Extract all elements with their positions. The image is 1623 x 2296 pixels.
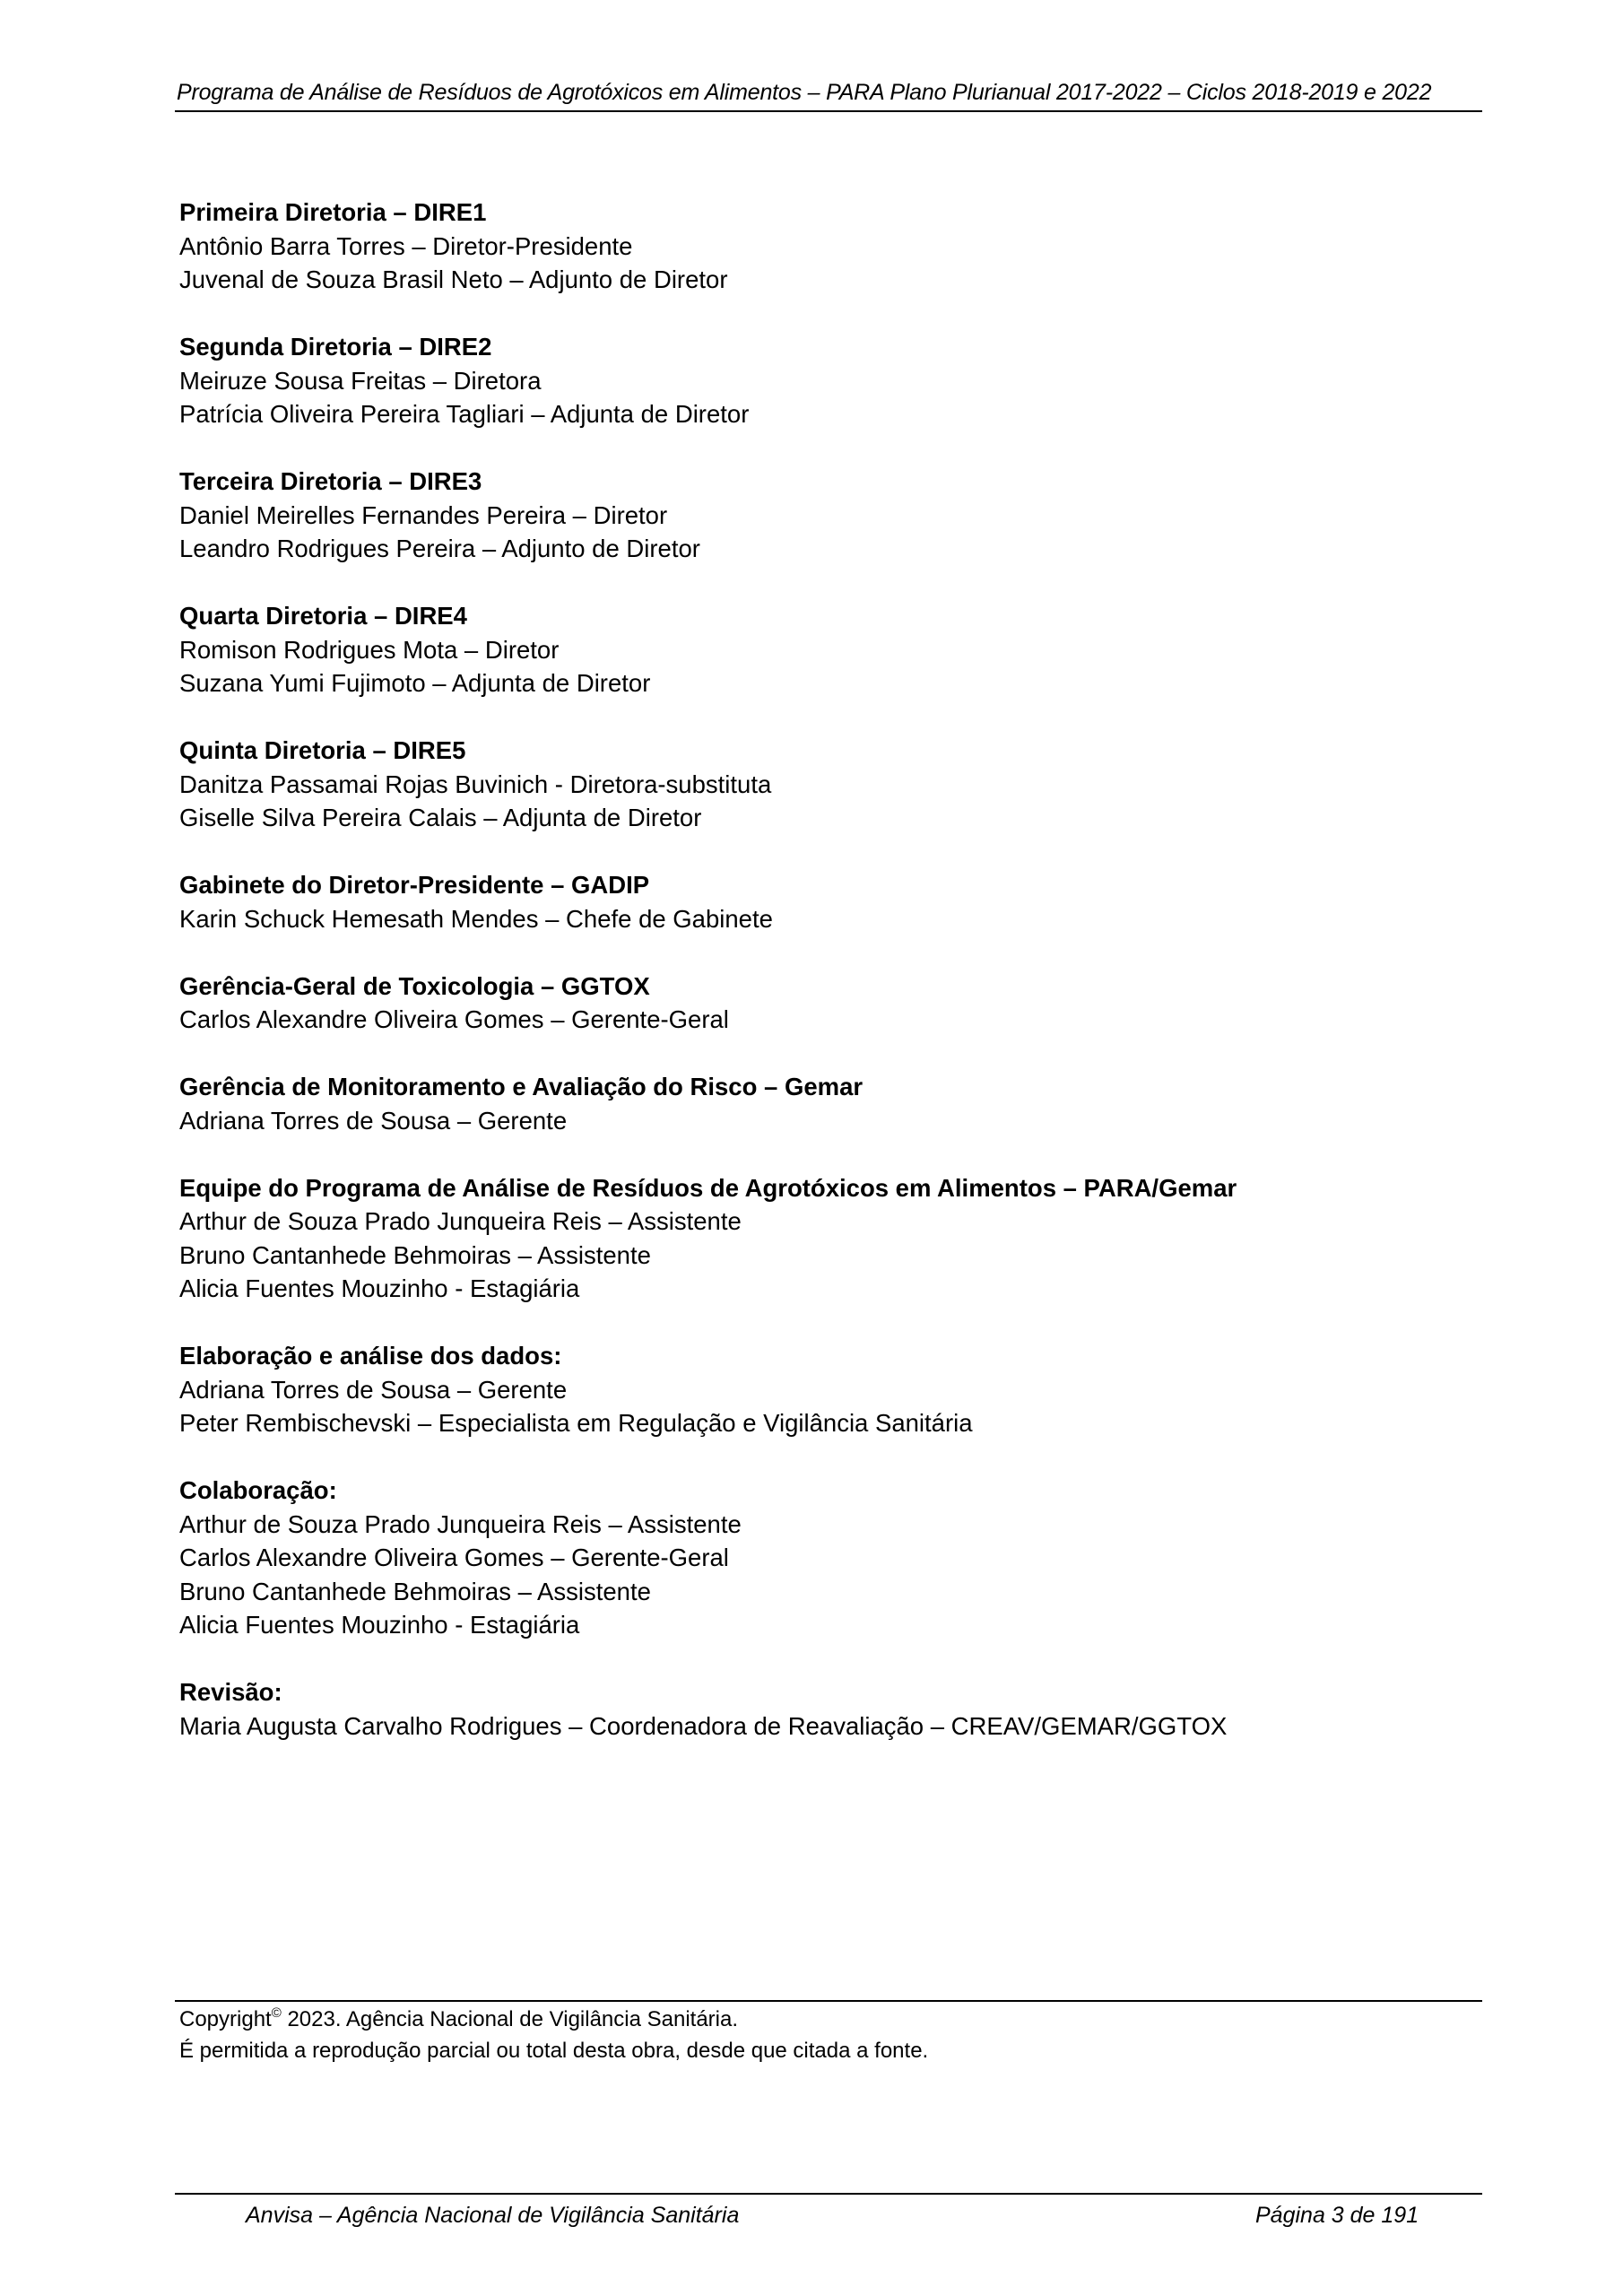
person-line: Peter Rembischevski – Especialista em Regulação e Vigilância Sanitária (179, 1409, 973, 1437)
person-line: Alicia Fuentes Mouzinho - Estagiária (179, 1274, 580, 1302)
copyright-symbol: © (271, 2005, 282, 2021)
person-line: Meiruze Sousa Freitas – Diretora (179, 366, 542, 395)
person-line: Daniel Meirelles Fernandes Pereira – Diretor (179, 500, 668, 529)
copyright-prefix: Copyright (179, 2007, 272, 2031)
section-title: Quinta Diretoria – DIRE5 (179, 736, 466, 764)
credit-section (179, 1171, 1471, 1306)
section-title: Primeira Diretoria – DIRE1 (179, 198, 487, 226)
credit-section (179, 330, 1471, 431)
section-title: Quarta Diretoria – DIRE4 (179, 602, 467, 630)
copyright-block (179, 2004, 1435, 2066)
person-line: Juvenal de Souza Brasil Neto – Adjunto de Diretor (179, 265, 728, 293)
person-line: Romison Rodrigues Mota – Diretor (179, 635, 560, 664)
section-title: Gerência-Geral de Toxicologia – GGTOX (179, 971, 650, 1000)
section-title: Terceira Diretoria – DIRE3 (179, 467, 482, 495)
person-line: Arthur de Souza Prado Junqueira Reis – Assistente (179, 1509, 742, 1538)
section-title: Segunda Diretoria – DIRE2 (179, 333, 492, 361)
copyright-divider (175, 2000, 1482, 2002)
person-line: Carlos Alexandre Oliveira Gomes – Gerente-Geral (179, 1005, 729, 1033)
person-line: Karin Schuck Hemesath Mendes – Chefe de Gabinete (179, 904, 773, 933)
credit-section (179, 868, 1471, 935)
section-title: Gerência de Monitoramento e Avaliação do Risco – Gemar (179, 1073, 864, 1100)
footer-page-number: Página 3 de 191 (1255, 2203, 1419, 2228)
person-line: Leandro Rodrigues Pereira – Adjunto de Diretor (179, 535, 700, 562)
person-line: Antônio Barra Torres – Diretor-Presidente (179, 231, 633, 260)
person-line: Bruno Cantanhede Behmoiras – Assistente (179, 1577, 651, 1605)
footer-divider (175, 2193, 1482, 2195)
person-line: Arthur de Souza Prado Junqueira Reis – Assistente (179, 1207, 742, 1235)
person-line: Danitza Passamai Rojas Buvinich - Diretora-substituta (179, 770, 772, 798)
running-header: Programa de Análise de Resíduos de Agrotóxicos em Alimentos – PARA Plano Plurianual 2017-2022 – Ciclos 2018-2019 e 2022 (177, 80, 1432, 105)
section-title: Colaboração: (179, 1476, 337, 1504)
person-line: Giselle Silva Pereira Calais – Adjunta de Diretor (179, 804, 702, 831)
section-title: Gabinete do Diretor-Presidente – GADIP (179, 871, 650, 899)
credit-section (179, 734, 1471, 835)
footer-agency: Anvisa – Agência Nacional de Vigilância Sanitária (246, 2203, 740, 2228)
credit-section (179, 599, 1471, 700)
person-line: Patrícia Oliveira Pereira Tagliari – Adjunta de Diretor (179, 400, 750, 428)
section-title: Elaboração e análise dos dados: (179, 1342, 562, 1370)
section-title: Revisão: (179, 1678, 282, 1706)
person-line: Carlos Alexandre Oliveira Gomes – Gerente-Geral (179, 1544, 729, 1571)
person-line: Alicia Fuentes Mouzinho - Estagiária (179, 1611, 580, 1639)
person-line: Adriana Torres de Sousa – Gerente (179, 1106, 568, 1135)
person-line: Suzana Yumi Fujimoto – Adjunta de Diretor (179, 669, 651, 697)
credits-body (179, 196, 1471, 1777)
person-line: Maria Augusta Carvalho Rodrigues – Coordenadora de Reavaliação – CREAV/GEMAR/GGTOX (179, 1711, 1228, 1740)
credit-section (179, 465, 1471, 566)
person-line: Adriana Torres de Sousa – Gerente (179, 1375, 568, 1404)
header-divider (175, 110, 1482, 112)
credit-section (179, 1070, 1471, 1137)
copyright-line (179, 2004, 1435, 2035)
permission-line: É permitida a reprodução parcial ou total desta obra, desde que citada a fonte. (179, 2039, 929, 2063)
credit-section (179, 970, 1471, 1037)
person-line: Bruno Cantanhede Behmoiras – Assistente (179, 1240, 651, 1269)
copyright-rest: 2023. Agência Nacional de Vigilância Sanitária. (281, 2007, 739, 2031)
credit-section (179, 1339, 1471, 1440)
credit-section (179, 1474, 1471, 1642)
section-title: Equipe do Programa de Análise de Resíduos de Agrotóxicos em Alimentos – PARA/Gemar (179, 1173, 1237, 1202)
credit-section (179, 1675, 1471, 1743)
credit-section (179, 196, 1471, 297)
